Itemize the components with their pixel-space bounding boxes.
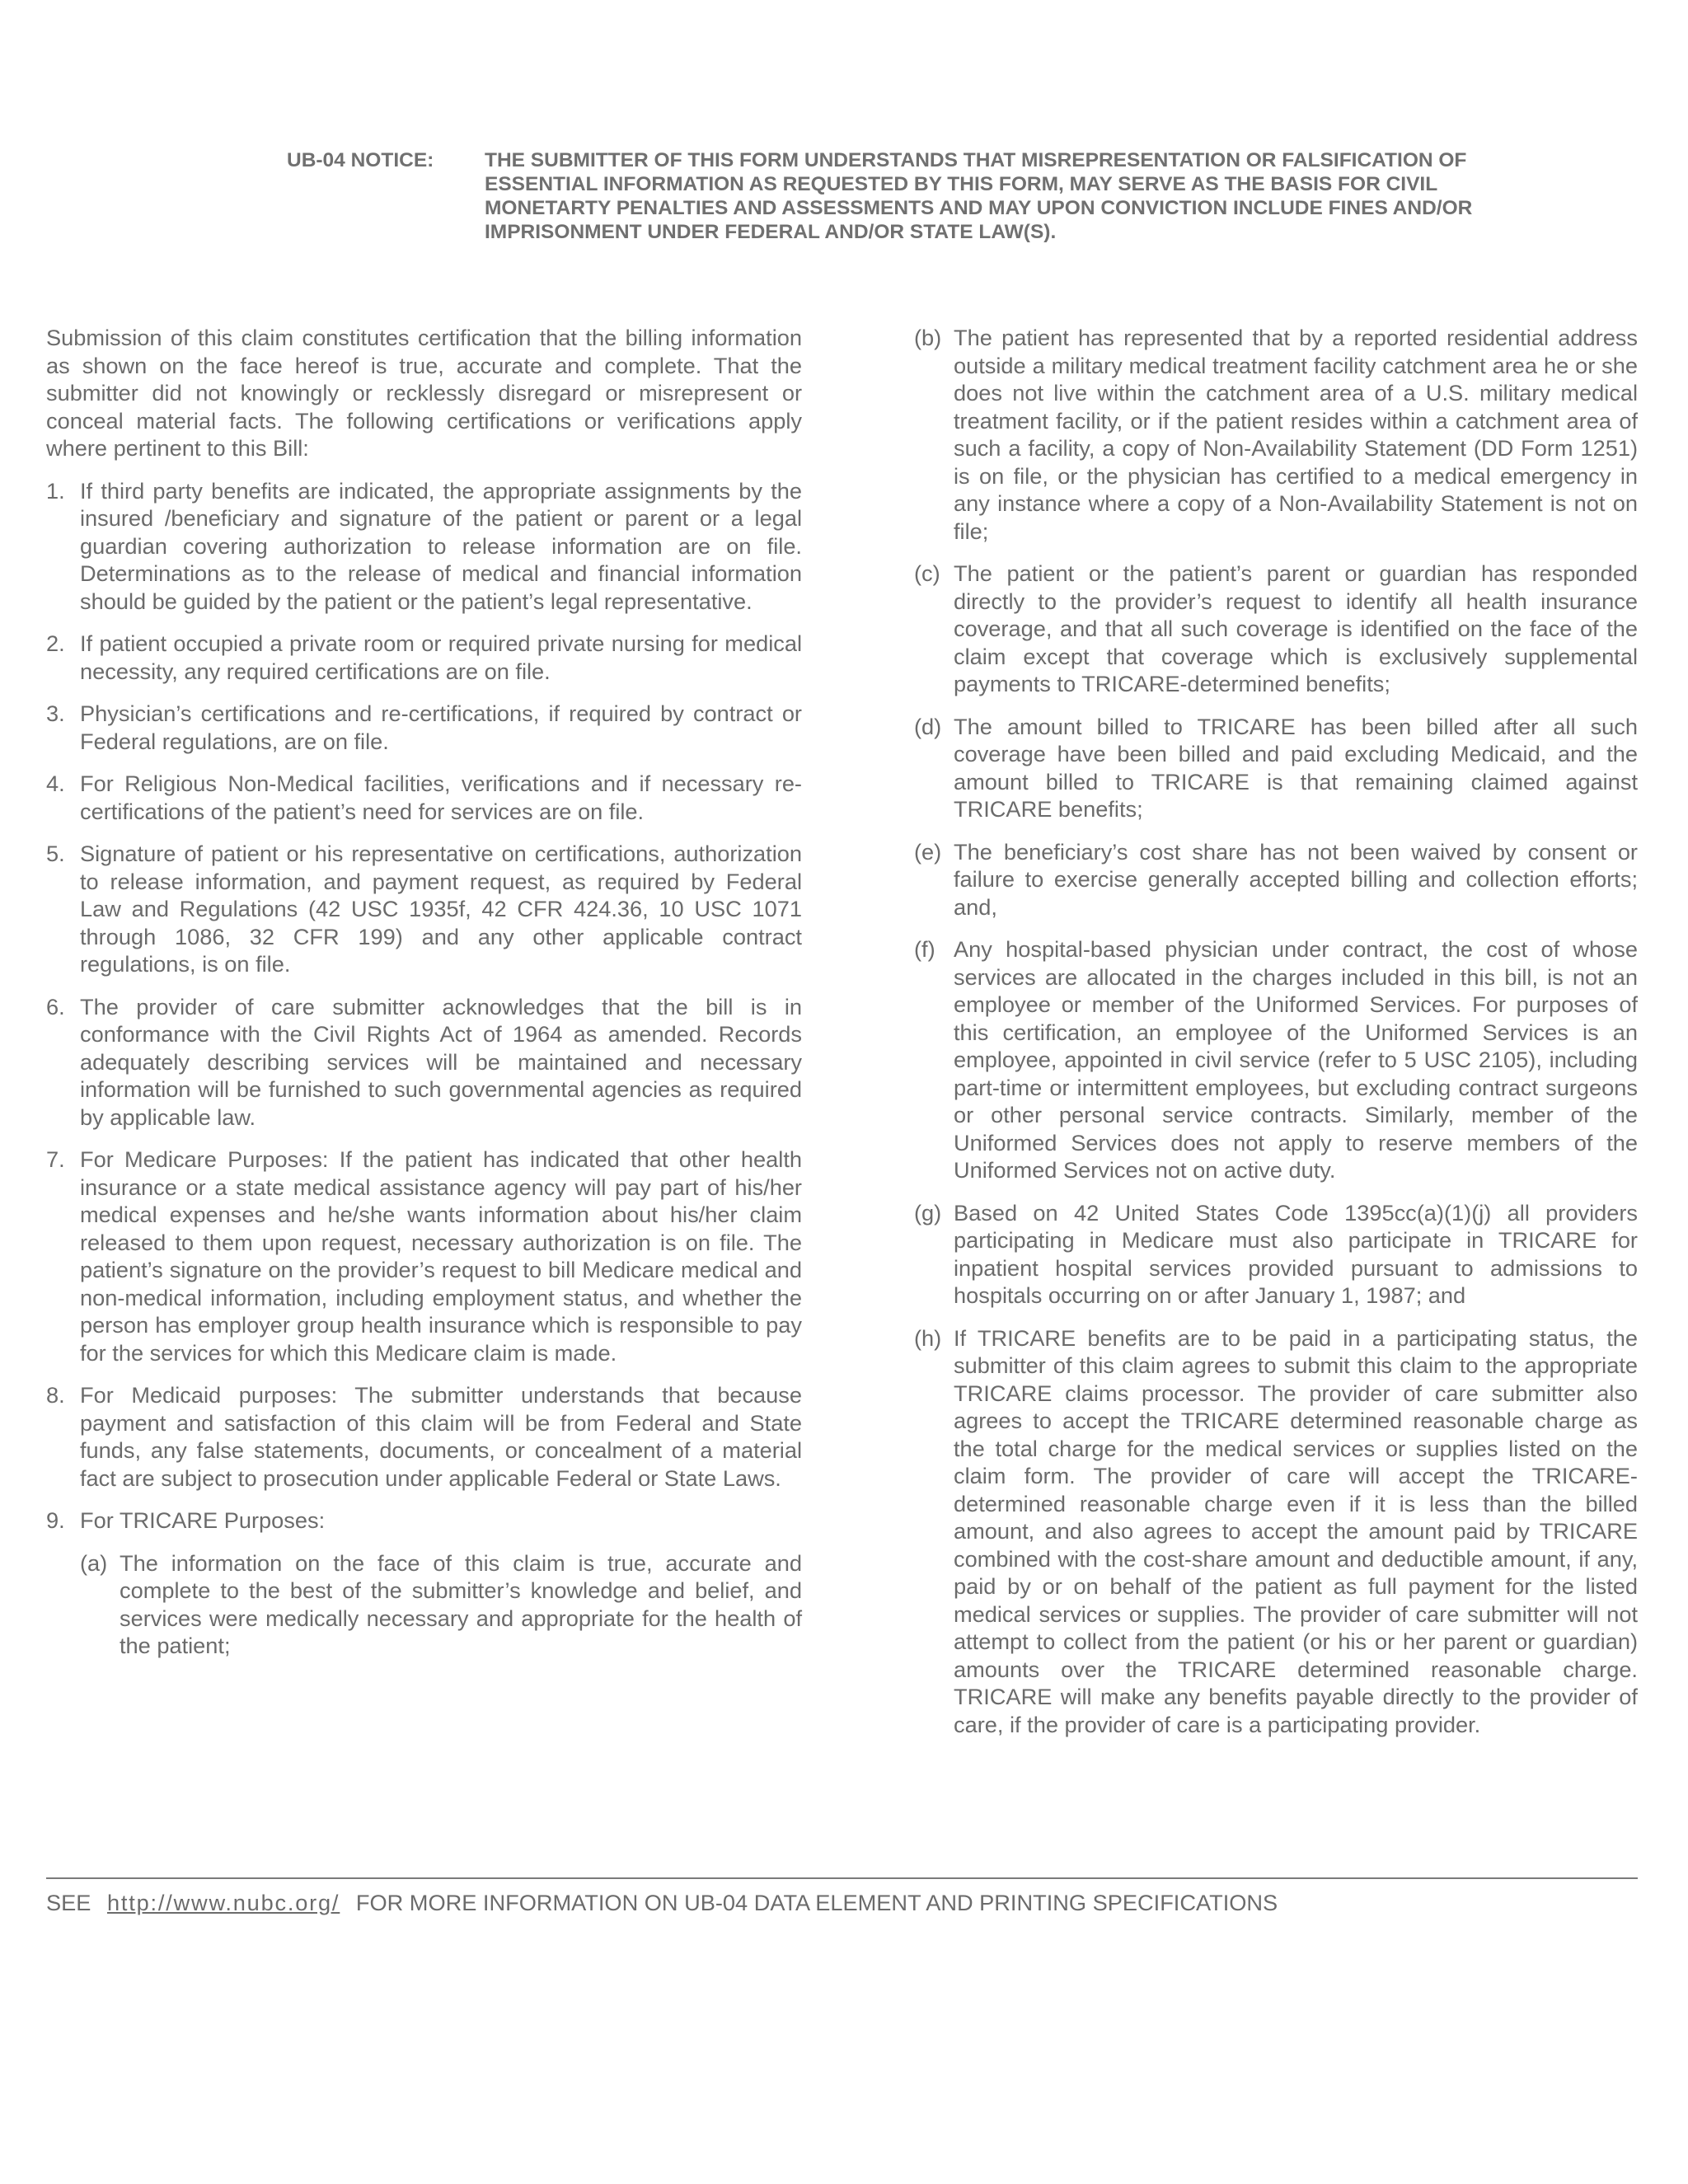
item-text: Signature of patient or his representative on certifications, authorization to release information, and payment request, as required by Federal Law and Regulations (42 USC 1935f, 42 CFR 424.36, 10 USC 1071 through 1086, 32 CFR 199) and any other applicable contract regulations, is on file. [80, 841, 802, 977]
list-item [46, 700, 802, 755]
subitem-text: The amount billed to TRICARE has been billed after all such coverage have been billed and paid excluding Medicaid, and the amount billed to TRICARE is that remaining claimed against TRICARE benefits; [954, 713, 1638, 822]
tricare-subitem [914, 1324, 1638, 1739]
footer-divider [46, 1877, 1638, 1879]
subitem-text: The beneficiary’s cost share has not been waived by consent or failure to exercise generally accepted billing and collection efforts; and, [954, 838, 1638, 920]
item-number: 7. [46, 1146, 65, 1172]
item-number: 3. [46, 701, 65, 726]
subitem-label: (a) [80, 1549, 108, 1576]
item-text: If patient occupied a private room or required private nursing for medical necessity, any required certifications are on file. [80, 630, 802, 684]
subitem-text: The patient has represented that by a reported residential address outside a military medical treatment facility catchment area he or she does not live within the catchment area of a U.S. military medical treatment facility, or if the patient resides within a catchment area of such a facility, a copy of Non-Availability Statement (DD Form 1251) is on file, or the physician has certified to a medical emergency in any instance where a copy of a Non-Availability Statement is not on file; [954, 325, 1638, 544]
subitem-text: The information on the face of this claim is true, accurate and complete to the best of the submitter’s knowledge and belief, and services were medically necessary and appropriate for the health of the patient; [120, 1549, 802, 1658]
subitem-label: (b) [914, 325, 942, 350]
footer-note [46, 1889, 1638, 1917]
tricare-subitem [914, 560, 1638, 698]
list-item [46, 993, 802, 1132]
footer-prefix: SEE [46, 1890, 91, 1915]
subitem-text: Any hospital-based physician under contract, the cost of whose services are allocated in the charges included in this bill, is not an employee or member of the Uniformed Services. For purposes of this certification, an employee of the Uniformed Services is an employee, appointed in civil service (refer to 5 USC 2105), including part-time or intermittent employees, but excluding contract surgeons or other personal service contracts. Similarly, member of the Uniformed Services does not apply to reserve members of the Uniformed Services not on active duty. [954, 936, 1638, 1183]
list-item [46, 477, 802, 616]
tricare-subitem [914, 935, 1638, 1184]
subitem-label: (h) [914, 1324, 942, 1351]
item-number: 2. [46, 630, 65, 656]
item-text: For Religious Non-Medical facilities, verifications and if necessary re-certifications of the patient’s need for services are on file. [80, 771, 802, 824]
item-number: 9. [46, 1507, 65, 1533]
subitem-label: (f) [914, 936, 935, 962]
list-item [46, 1507, 802, 1535]
tricare-subitem [914, 1199, 1638, 1310]
list-item [46, 840, 802, 978]
notice-label: UB-04 NOTICE: [287, 149, 434, 171]
right-column [914, 324, 1638, 1753]
item-number: 1. [46, 477, 65, 504]
list-item [46, 1381, 802, 1492]
left-column [46, 324, 802, 1675]
item-text: Physician’s certifications and re-certifications, if required by contract or Federal regulations, are on file. [80, 701, 802, 754]
item-text: For TRICARE Purposes: [80, 1507, 326, 1533]
subitem-label: (d) [914, 713, 942, 739]
item-text: For Medicaid purposes: The submitter understands that because payment and satisfaction of this claim will be from Federal and State funds, any false statements, documents, or concealment of a material fact are subject to prosecution under applicable Federal or State Laws. [80, 1382, 802, 1491]
tricare-subitem [914, 838, 1638, 921]
tricare-subitem [914, 324, 1638, 545]
nubc-link[interactable]: http://www.nubc.org/ [106, 1890, 340, 1915]
subitem-text: The patient or the patient’s parent or guardian has responded directly to the provider’s request to identify all health insurance coverage, and that all such coverage is identified on the face of the claim except that coverage which is exclusively supplemental payments to TRICARE-determined benefits; [954, 560, 1638, 696]
item-text: If third party benefits are indicated, the appropriate assignments by the insured /beneficiary and signature of the patient or parent or a legal guardian covering authorization to release information are on file. Determinations as to the release of medical and financial information should be guided by the patient or the patient’s legal representative. [80, 477, 802, 614]
footer-suffix: FOR MORE INFORMATION ON UB-04 DATA ELEMENT AND PRINTING SPECIFICATIONS [355, 1890, 1278, 1915]
item-number: 5. [46, 841, 65, 866]
subitem-label: (e) [914, 838, 942, 865]
notice-text: THE SUBMITTER OF THIS FORM UNDERSTANDS THAT MISREPRESENTATION OR FALSIFICATION OF ESSENTIAL INFORMATION AS REQUESTED BY THIS FORM, MAY SERVE AS THE BASIS FOR CIVIL MONETARTY PENALTIES AND ASSESSMENTS AND MAY UPON CONVICTION INCLUDE FINES AND/OR IMPRISONMENT UNDER FEDERAL AND/OR STATE LAW(S). [485, 149, 1473, 243]
ub04-notice [287, 148, 1482, 244]
subitem-text: Based on 42 United States Code 1395cc(a)(1)(j) all providers participating in Medicare must also participate in TRICARE for inpatient hospital services provided pursuant to admissions to hospitals occurring on or after January 1, 1987; and [954, 1199, 1638, 1308]
list-item [46, 1146, 802, 1366]
tricare-subitem [914, 713, 1638, 823]
item-number: 8. [46, 1382, 65, 1408]
item-number: 4. [46, 771, 65, 796]
tricare-subitem [46, 1549, 802, 1660]
list-item [46, 770, 802, 825]
list-item [46, 630, 802, 685]
subitem-text: If TRICARE benefits are to be paid in a participating status, the submitter of this claim agrees to submit this claim to the appropriate TRICARE claims processor. The provider of care submitter also agrees to accept the TRICARE determined reasonable charge as the total charge for the medical services or supplies listed on the claim form. The provider of care will accept the TRICARE-determined reasonable charge even if it is less than the billed amount, and also agrees to accept the amount paid by TRICARE combined with the cost-share amount and deductible amount, if any, paid by or on behalf of the patient as full payment for the listed medical services or supplies. The provider of care submitter will not attempt to collect from the patient (or his or her parent or guardian) amounts over the TRICARE determined reasonable charge. TRICARE will make any benefits payable directly to the provider of care, if the provider of care is a participating provider. [954, 1324, 1638, 1737]
item-text: The provider of care submitter acknowledges that the bill is in conformance with the Civil Rights Act of 1964 as amended. Records adequately describing services will be maintained and necessary information will be furnished to such governmental agencies as required by applicable law. [80, 993, 802, 1130]
certification-intro: Submission of this claim constitutes certification that the billing information as shown on the face hereof is true, accurate and complete. That the submitter did not knowingly or recklessly disregard or misrepresent or conceal material facts. The following certifications or verifications apply where pertinent to this Bill: [46, 325, 802, 461]
item-text: For Medicare Purposes: If the patient has indicated that other health insurance or a state medical assistance agency will pay part of his/her medical expenses and he/she wants information about his/her claim released to them upon request, necessary authorization is on file. The patient’s signature on the provider’s request to bill Medicare medical and non-medical information, including employment status, and whether the person has employer group health insurance which is responsible to pay for the services for which this Medicare claim is made. [80, 1146, 802, 1366]
item-number: 6. [46, 993, 65, 1019]
subitem-label: (c) [914, 560, 940, 586]
subitem-label: (g) [914, 1199, 942, 1226]
